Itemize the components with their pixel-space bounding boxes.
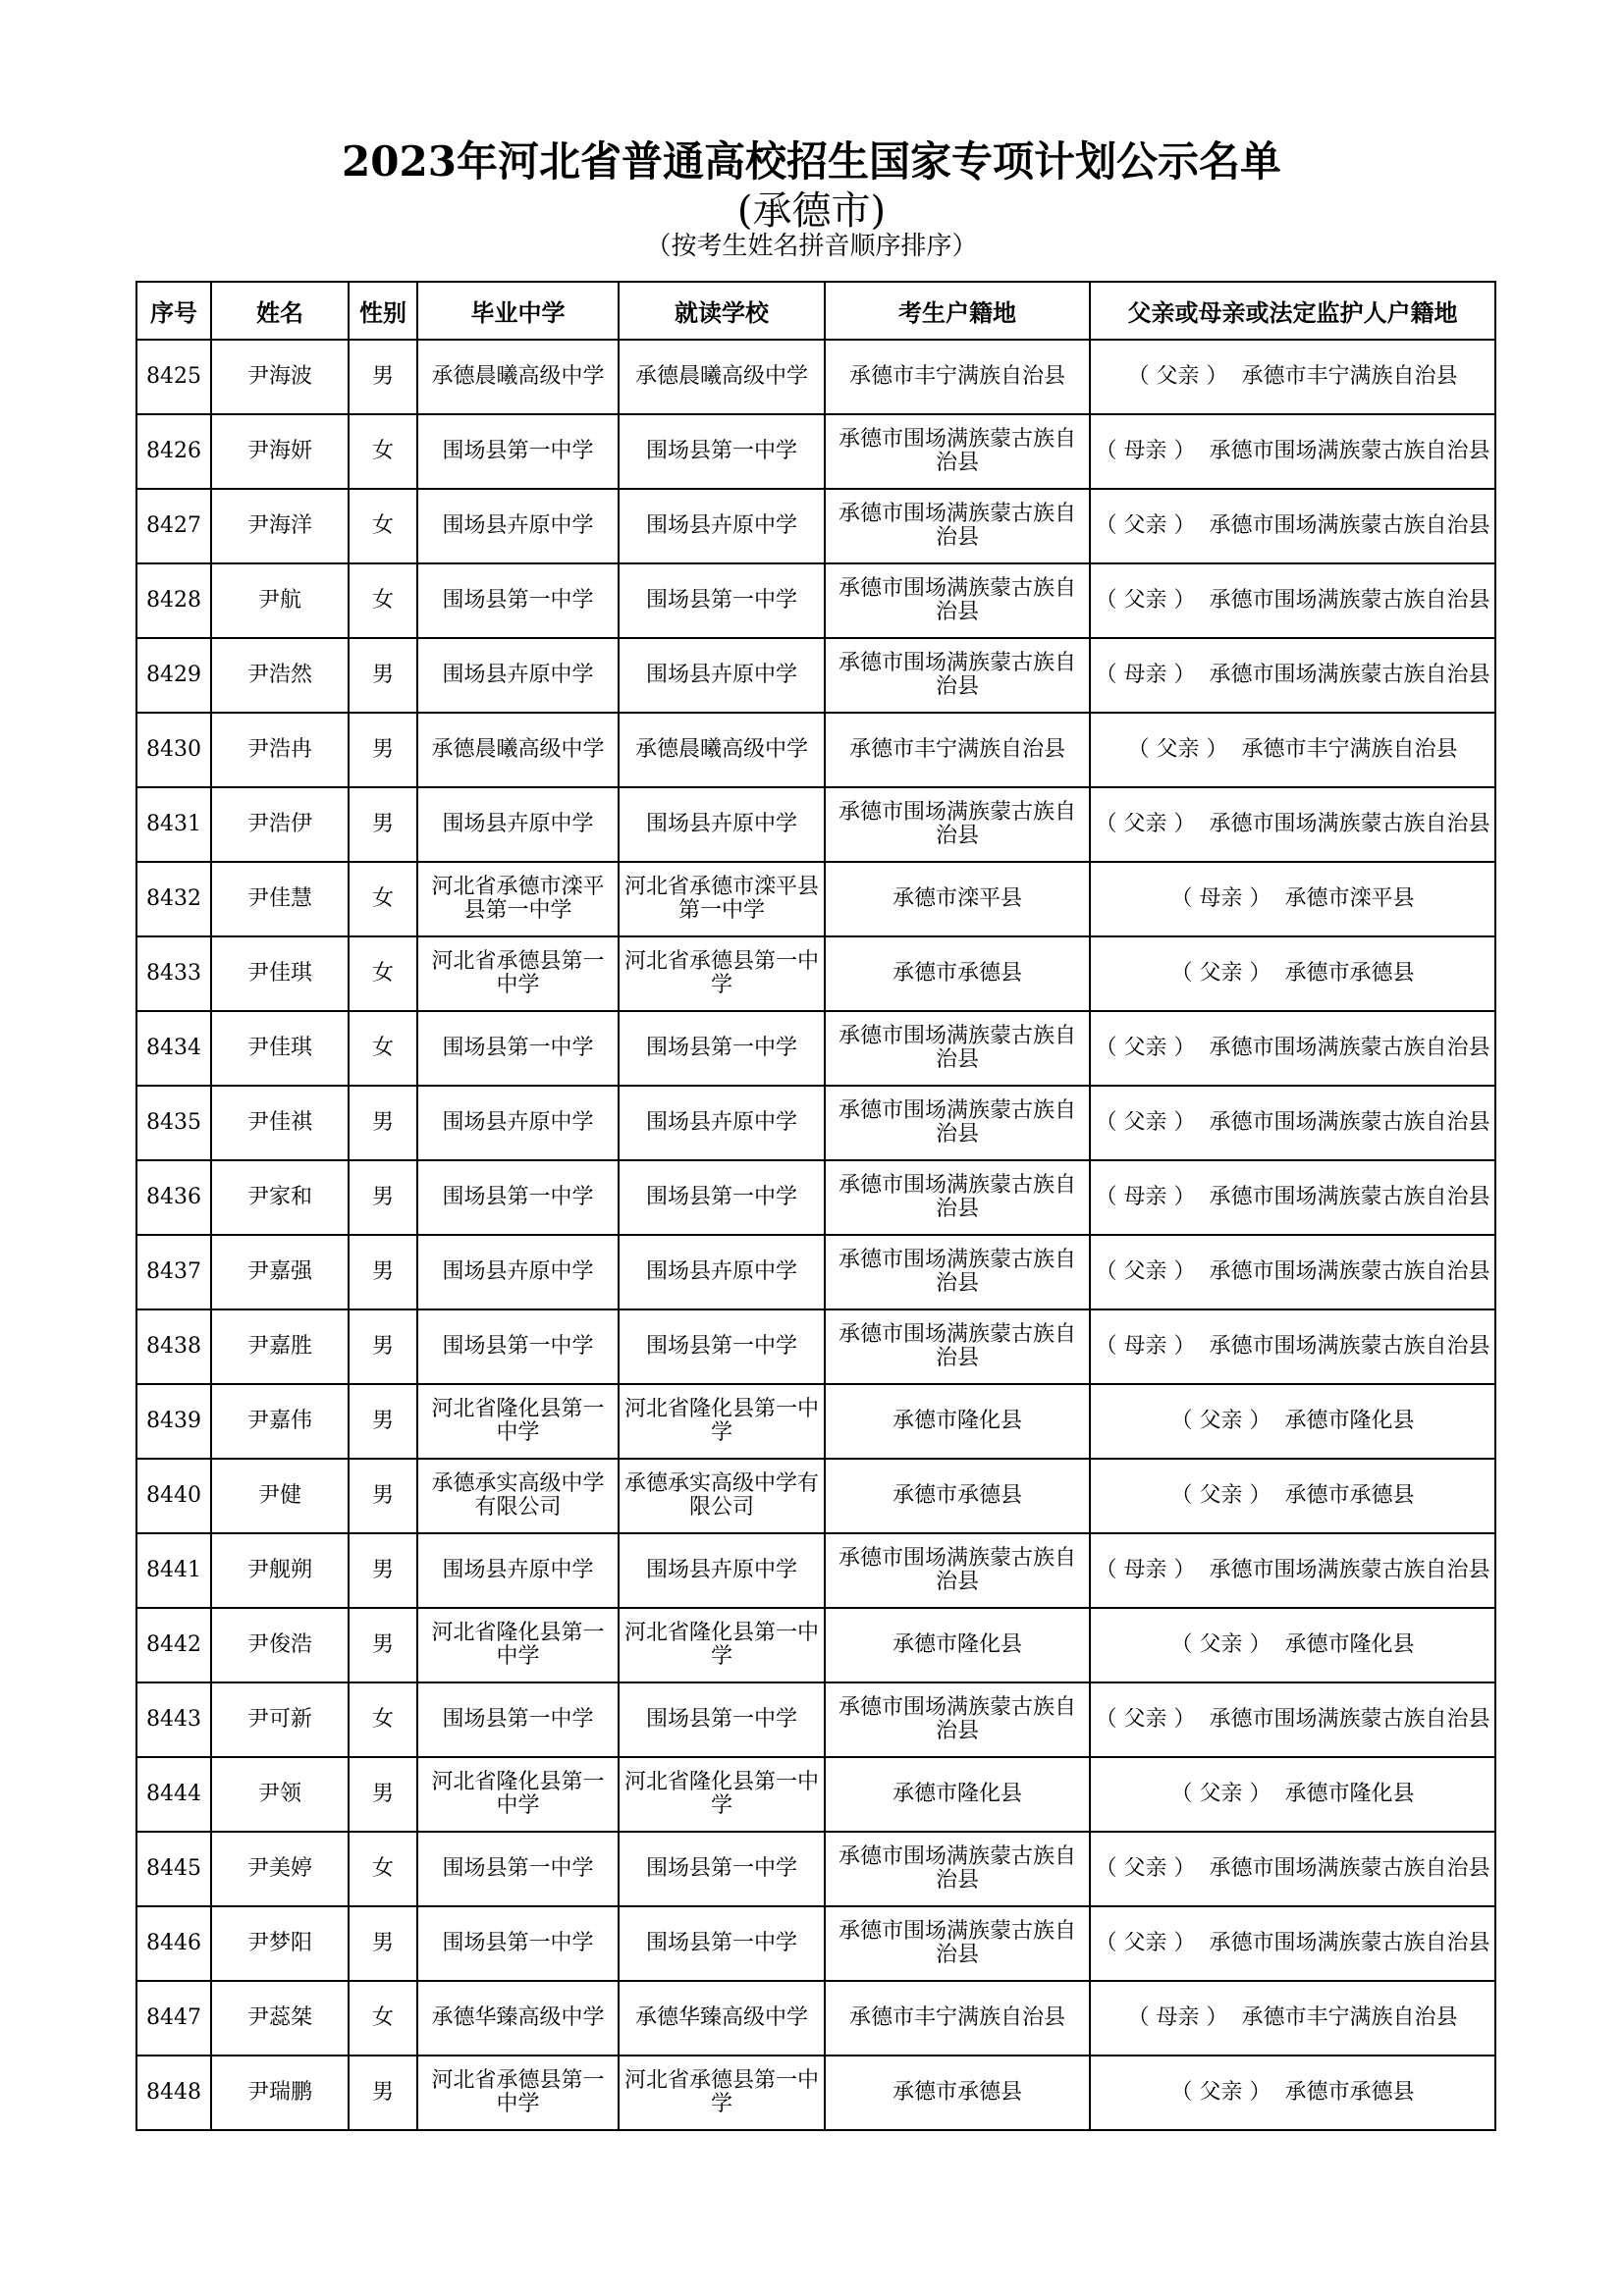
cell-guardian-hukou [1090,1608,1495,1682]
table-row [136,563,1495,638]
table-row [136,1459,1495,1533]
guardian-hukou-place: 承德市围场满族蒙古族自治县 [1209,1036,1490,1060]
cell-seq: 8440 [136,1459,211,1533]
cell-name: 尹佳琪 [211,936,349,1011]
cell-name: 尹航 [211,563,349,638]
cell-hukou: 承德市围场满族蒙古族自治县 [825,1160,1090,1235]
cell-guardian-hukou [1090,1086,1495,1160]
cell-current-school: 围场县卉原中学 [619,1235,825,1309]
cell-guardian-hukou [1090,787,1495,862]
cell-name: 尹浩然 [211,638,349,713]
cell-current-school: 承德晨曦高级中学 [619,340,825,414]
table-row [136,936,1495,1011]
cell-guardian-hukou [1090,1981,1495,2056]
cell-name: 尹领 [211,1757,349,1832]
cell-current-school: 河北省承德县第一中学 [619,2056,825,2130]
cell-grad-school: 围场县卉原中学 [417,787,619,862]
cell-grad-school: 围场县卉原中学 [417,638,619,713]
cell-gender: 男 [349,787,417,862]
cell-name: 尹健 [211,1459,349,1533]
cell-current-school: 围场县第一中学 [619,563,825,638]
cell-current-school: 河北省隆化县第一中学 [619,1384,825,1459]
guardian-relation: （ 父亲 ） [1095,1259,1196,1284]
cell-guardian-hukou [1090,638,1495,713]
page-subtitle-city: (承德市) [736,188,887,234]
cell-current-school: 围场县卉原中学 [619,787,825,862]
cell-guardian-hukou [1090,713,1495,787]
cell-name: 尹瑞鹏 [211,2056,349,2130]
cell-name: 尹嘉伟 [211,1384,349,1459]
cell-guardian-hukou [1090,1235,1495,1309]
guardian-hukou-place: 承德市围场满族蒙古族自治县 [1209,812,1490,836]
guardian-relation: （ 父亲 ） [1095,513,1196,538]
cell-hukou: 承德市围场满族蒙古族自治县 [825,1533,1090,1608]
table-row [136,2056,1495,2130]
cell-gender: 女 [349,862,417,936]
guardian-hukou-place: 承德市丰宁满族自治县 [1241,364,1458,389]
table-row [136,1906,1495,1981]
guardian-relation: （ 母亲 ） [1095,1334,1196,1359]
cell-hukou: 承德市围场满族蒙古族自治县 [825,1832,1090,1906]
cell-current-school: 围场县第一中学 [619,1832,825,1906]
guardian-relation: （ 母亲 ） [1095,663,1196,687]
cell-current-school: 承德晨曦高级中学 [619,713,825,787]
cell-seq: 8443 [136,1682,211,1757]
cell-hukou: 承德市围场满族蒙古族自治县 [825,489,1090,563]
guardian-hukou-place: 承德市围场满族蒙古族自治县 [1209,1856,1490,1881]
cell-grad-school: 围场县第一中学 [417,1832,619,1906]
cell-gender: 男 [349,1384,417,1459]
cell-seq: 8429 [136,638,211,713]
guardian-hukou-place: 承德市丰宁满族自治县 [1241,2005,1458,2030]
cell-hukou: 承德市隆化县 [825,1384,1090,1459]
cell-gender: 女 [349,563,417,638]
cell-grad-school: 承德晨曦高级中学 [417,340,619,414]
cell-seq: 8432 [136,862,211,936]
cell-current-school: 围场县第一中学 [619,1682,825,1757]
cell-current-school: 围场县卉原中学 [619,1533,825,1608]
cell-seq: 8431 [136,787,211,862]
cell-gender: 女 [349,1832,417,1906]
guardian-relation: （ 父亲 ） [1095,1110,1196,1135]
guardian-relation: （ 父亲 ） [1095,1707,1196,1732]
guardian-relation: （ 父亲 ） [1170,961,1271,986]
cell-current-school: 围场县卉原中学 [619,1086,825,1160]
table-row [136,1309,1495,1384]
table-row [136,862,1495,936]
cell-guardian-hukou [1090,1757,1495,1832]
cell-name: 尹海洋 [211,489,349,563]
table-row [136,1160,1495,1235]
guardian-hukou-place: 承德市围场满族蒙古族自治县 [1209,1707,1490,1732]
cell-name: 尹嘉强 [211,1235,349,1309]
table-row [136,1384,1495,1459]
cell-grad-school: 围场县第一中学 [417,1011,619,1086]
table-row [136,1682,1495,1757]
cell-name: 尹美婷 [211,1832,349,1906]
table-row [136,1757,1495,1832]
cell-grad-school: 围场县第一中学 [417,1682,619,1757]
cell-hukou: 承德市丰宁满族自治县 [825,1981,1090,2056]
cell-current-school: 河北省隆化县第一中学 [619,1608,825,1682]
cell-seq: 8445 [136,1832,211,1906]
cell-hukou: 承德市围场满族蒙古族自治县 [825,563,1090,638]
cell-name: 尹海波 [211,340,349,414]
cell-grad-school: 围场县第一中学 [417,1160,619,1235]
cell-grad-school: 河北省隆化县第一中学 [417,1757,619,1832]
cell-current-school: 承德承实高级中学有限公司 [619,1459,825,1533]
guardian-hukou-place: 承德市隆化县 [1284,1409,1415,1433]
cell-grad-school: 承德承实高级中学有限公司 [417,1459,619,1533]
cell-guardian-hukou [1090,2056,1495,2130]
student-roster-table [135,281,1496,2131]
guardian-relation: （ 父亲 ） [1170,1483,1271,1508]
cell-seq: 8438 [136,1309,211,1384]
cell-guardian-hukou [1090,1682,1495,1757]
cell-gender: 女 [349,1682,417,1757]
cell-gender: 女 [349,936,417,1011]
cell-name: 尹可新 [211,1682,349,1757]
table-row [136,787,1495,862]
cell-name: 尹浩伊 [211,787,349,862]
cell-guardian-hukou [1090,489,1495,563]
cell-seq: 8435 [136,1086,211,1160]
cell-current-school: 围场县卉原中学 [619,638,825,713]
cell-name: 尹家和 [211,1160,349,1235]
cell-gender: 女 [349,414,417,489]
cell-hukou: 承德市围场满族蒙古族自治县 [825,1235,1090,1309]
cell-seq: 8448 [136,2056,211,2130]
guardian-relation: （ 父亲 ） [1170,1409,1271,1433]
guardian-relation: （ 父亲 ） [1095,812,1196,836]
cell-gender: 男 [349,713,417,787]
cell-grad-school: 围场县第一中学 [417,1309,619,1384]
cell-current-school: 围场县第一中学 [619,1160,825,1235]
table-row [136,1011,1495,1086]
cell-seq: 8428 [136,563,211,638]
cell-grad-school: 承德晨曦高级中学 [417,713,619,787]
cell-hukou: 承德市围场满族蒙古族自治县 [825,1309,1090,1384]
cell-grad-school: 河北省承德县第一中学 [417,2056,619,2130]
cell-hukou: 承德市丰宁满族自治县 [825,713,1090,787]
cell-guardian-hukou [1090,1906,1495,1981]
cell-guardian-hukou [1090,1309,1495,1384]
guardian-relation: （ 父亲 ） [1095,1931,1196,1955]
cell-grad-school: 河北省隆化县第一中学 [417,1384,619,1459]
cell-gender: 男 [349,638,417,713]
cell-guardian-hukou [1090,340,1495,414]
cell-hukou: 承德市围场满族蒙古族自治县 [825,1011,1090,1086]
table-row [136,340,1495,414]
cell-current-school: 承德华臻高级中学 [619,1981,825,2056]
cell-guardian-hukou [1090,936,1495,1011]
guardian-relation: （ 父亲 ） [1095,1036,1196,1060]
table-body [136,340,1495,2130]
cell-seq: 8425 [136,340,211,414]
cell-name: 尹海妍 [211,414,349,489]
cell-seq: 8441 [136,1533,211,1608]
cell-gender: 男 [349,2056,417,2130]
guardian-hukou-place: 承德市围场满族蒙古族自治县 [1209,1558,1490,1582]
cell-current-school: 围场县第一中学 [619,1011,825,1086]
cell-grad-school: 围场县卉原中学 [417,1533,619,1608]
guardian-hukou-place: 承德市承德县 [1284,1483,1415,1508]
cell-current-school: 围场县卉原中学 [619,489,825,563]
cell-hukou: 承德市承德县 [825,1459,1090,1533]
header-name: 姓名 [211,282,349,340]
guardian-hukou-place: 承德市围场满族蒙古族自治县 [1209,1931,1490,1955]
cell-seq: 8437 [136,1235,211,1309]
guardian-hukou-place: 承德市围场满族蒙古族自治县 [1209,1259,1490,1284]
guardian-relation: （ 父亲 ） [1095,1856,1196,1881]
table-row [136,1235,1495,1309]
cell-gender: 男 [349,1086,417,1160]
cell-hukou: 承德市围场满族蒙古族自治县 [825,1906,1090,1981]
cell-name: 尹俊浩 [211,1608,349,1682]
cell-grad-school: 围场县卉原中学 [417,1086,619,1160]
table-row [136,1832,1495,1906]
cell-guardian-hukou [1090,1011,1495,1086]
cell-guardian-hukou [1090,563,1495,638]
cell-guardian-hukou [1090,1832,1495,1906]
cell-gender: 男 [349,1309,417,1384]
cell-grad-school: 围场县第一中学 [417,563,619,638]
cell-name: 尹佳慧 [211,862,349,936]
guardian-relation: （ 父亲 ） [1170,2080,1271,2105]
sort-note: （按考生姓名拼音顺序排序） [645,232,978,261]
cell-gender: 男 [349,1235,417,1309]
guardian-hukou-place: 承德市隆化县 [1284,1782,1415,1806]
cell-hukou: 承德市隆化县 [825,1608,1090,1682]
cell-gender: 男 [349,1757,417,1832]
cell-name: 尹佳琪 [211,1011,349,1086]
cell-gender: 男 [349,340,417,414]
cell-grad-school: 围场县卉原中学 [417,1235,619,1309]
cell-gender: 男 [349,1906,417,1981]
header-grad-school: 毕业中学 [417,282,619,340]
header-gender: 性别 [349,282,417,340]
cell-seq: 8427 [136,489,211,563]
guardian-relation: （ 父亲 ） [1095,588,1196,613]
cell-name: 尹舰朔 [211,1533,349,1608]
cell-seq: 8446 [136,1906,211,1981]
table-row [136,414,1495,489]
guardian-hukou-place: 承德市围场满族蒙古族自治县 [1209,1110,1490,1135]
cell-grad-school: 河北省承德市滦平县第一中学 [417,862,619,936]
cell-gender: 男 [349,1533,417,1608]
cell-current-school: 河北省隆化县第一中学 [619,1757,825,1832]
cell-grad-school: 承德华臻高级中学 [417,1981,619,2056]
cell-seq: 8442 [136,1608,211,1682]
header-seq: 序号 [136,282,211,340]
guardian-relation: （ 母亲 ） [1095,439,1196,463]
cell-current-school: 围场县第一中学 [619,1309,825,1384]
cell-guardian-hukou [1090,862,1495,936]
cell-seq: 8439 [136,1384,211,1459]
header-current-school: 就读学校 [619,282,825,340]
guardian-relation: （ 母亲 ） [1095,1558,1196,1582]
cell-grad-school: 河北省隆化县第一中学 [417,1608,619,1682]
cell-name: 尹佳祺 [211,1086,349,1160]
table-header-row [136,282,1495,340]
guardian-hukou-place: 承德市围场满族蒙古族自治县 [1209,1334,1490,1359]
cell-hukou: 承德市承德县 [825,2056,1090,2130]
cell-seq: 8434 [136,1011,211,1086]
header-guardian-hukou: 父亲或母亲或法定监护人户籍地 [1090,282,1495,340]
cell-current-school: 河北省承德县第一中学 [619,936,825,1011]
cell-current-school: 围场县第一中学 [619,414,825,489]
guardian-hukou-place: 承德市隆化县 [1284,1632,1415,1657]
cell-guardian-hukou [1090,1384,1495,1459]
table-row [136,1608,1495,1682]
guardian-hukou-place: 承德市围场满族蒙古族自治县 [1209,1185,1490,1209]
guardian-relation: （ 父亲 ） [1127,737,1228,762]
cell-guardian-hukou [1090,1160,1495,1235]
table-row [136,1533,1495,1608]
page-title: 2023年河北省普通高校招生国家专项计划公示名单 [342,137,1281,186]
guardian-relation: （ 父亲 ） [1170,1782,1271,1806]
guardian-hukou-place: 承德市围场满族蒙古族自治县 [1209,513,1490,538]
guardian-hukou-place: 承德市滦平县 [1284,886,1415,911]
cell-hukou: 承德市围场满族蒙古族自治县 [825,414,1090,489]
cell-hukou: 承德市围场满族蒙古族自治县 [825,1682,1090,1757]
cell-hukou: 承德市围场满族蒙古族自治县 [825,787,1090,862]
cell-grad-school: 河北省承德县第一中学 [417,936,619,1011]
guardian-hukou-place: 承德市承德县 [1284,2080,1415,2105]
guardian-hukou-place: 承德市丰宁满族自治县 [1241,737,1458,762]
guardian-hukou-place: 承德市围场满族蒙古族自治县 [1209,663,1490,687]
cell-seq: 8447 [136,1981,211,2056]
cell-guardian-hukou [1090,1533,1495,1608]
cell-seq: 8444 [136,1757,211,1832]
cell-hukou: 承德市围场满族蒙古族自治县 [825,638,1090,713]
cell-seq: 8433 [136,936,211,1011]
cell-gender: 女 [349,489,417,563]
header-hukou: 考生户籍地 [825,282,1090,340]
cell-hukou: 承德市隆化县 [825,1757,1090,1832]
table-row [136,1981,1495,2056]
cell-hukou: 承德市承德县 [825,936,1090,1011]
cell-guardian-hukou [1090,414,1495,489]
guardian-relation: （ 母亲 ） [1127,2005,1228,2030]
cell-gender: 女 [349,1981,417,2056]
guardian-hukou-place: 承德市围场满族蒙古族自治县 [1209,588,1490,613]
cell-grad-school: 围场县第一中学 [417,414,619,489]
guardian-relation: （ 父亲 ） [1170,1632,1271,1657]
cell-gender: 男 [349,1459,417,1533]
guardian-hukou-place: 承德市承德县 [1284,961,1415,986]
cell-name: 尹浩冉 [211,713,349,787]
cell-grad-school: 围场县卉原中学 [417,489,619,563]
cell-gender: 男 [349,1608,417,1682]
cell-hukou: 承德市丰宁满族自治县 [825,340,1090,414]
cell-seq: 8436 [136,1160,211,1235]
table-row [136,1086,1495,1160]
table-row [136,713,1495,787]
cell-guardian-hukou [1090,1459,1495,1533]
cell-seq: 8430 [136,713,211,787]
guardian-hukou-place: 承德市围场满族蒙古族自治县 [1209,439,1490,463]
cell-hukou: 承德市围场满族蒙古族自治县 [825,1086,1090,1160]
guardian-relation: （ 母亲 ） [1170,886,1271,911]
table-row [136,489,1495,563]
cell-seq: 8426 [136,414,211,489]
cell-gender: 男 [349,1160,417,1235]
cell-current-school: 河北省承德市滦平县第一中学 [619,862,825,936]
cell-hukou: 承德市滦平县 [825,862,1090,936]
guardian-relation: （ 父亲 ） [1127,364,1228,389]
cell-current-school: 围场县第一中学 [619,1906,825,1981]
cell-gender: 女 [349,1011,417,1086]
guardian-relation: （ 母亲 ） [1095,1185,1196,1209]
cell-name: 尹嘉胜 [211,1309,349,1384]
cell-grad-school: 围场县第一中学 [417,1906,619,1981]
cell-name: 尹梦阳 [211,1906,349,1981]
cell-name: 尹蕊桀 [211,1981,349,2056]
table-row [136,638,1495,713]
